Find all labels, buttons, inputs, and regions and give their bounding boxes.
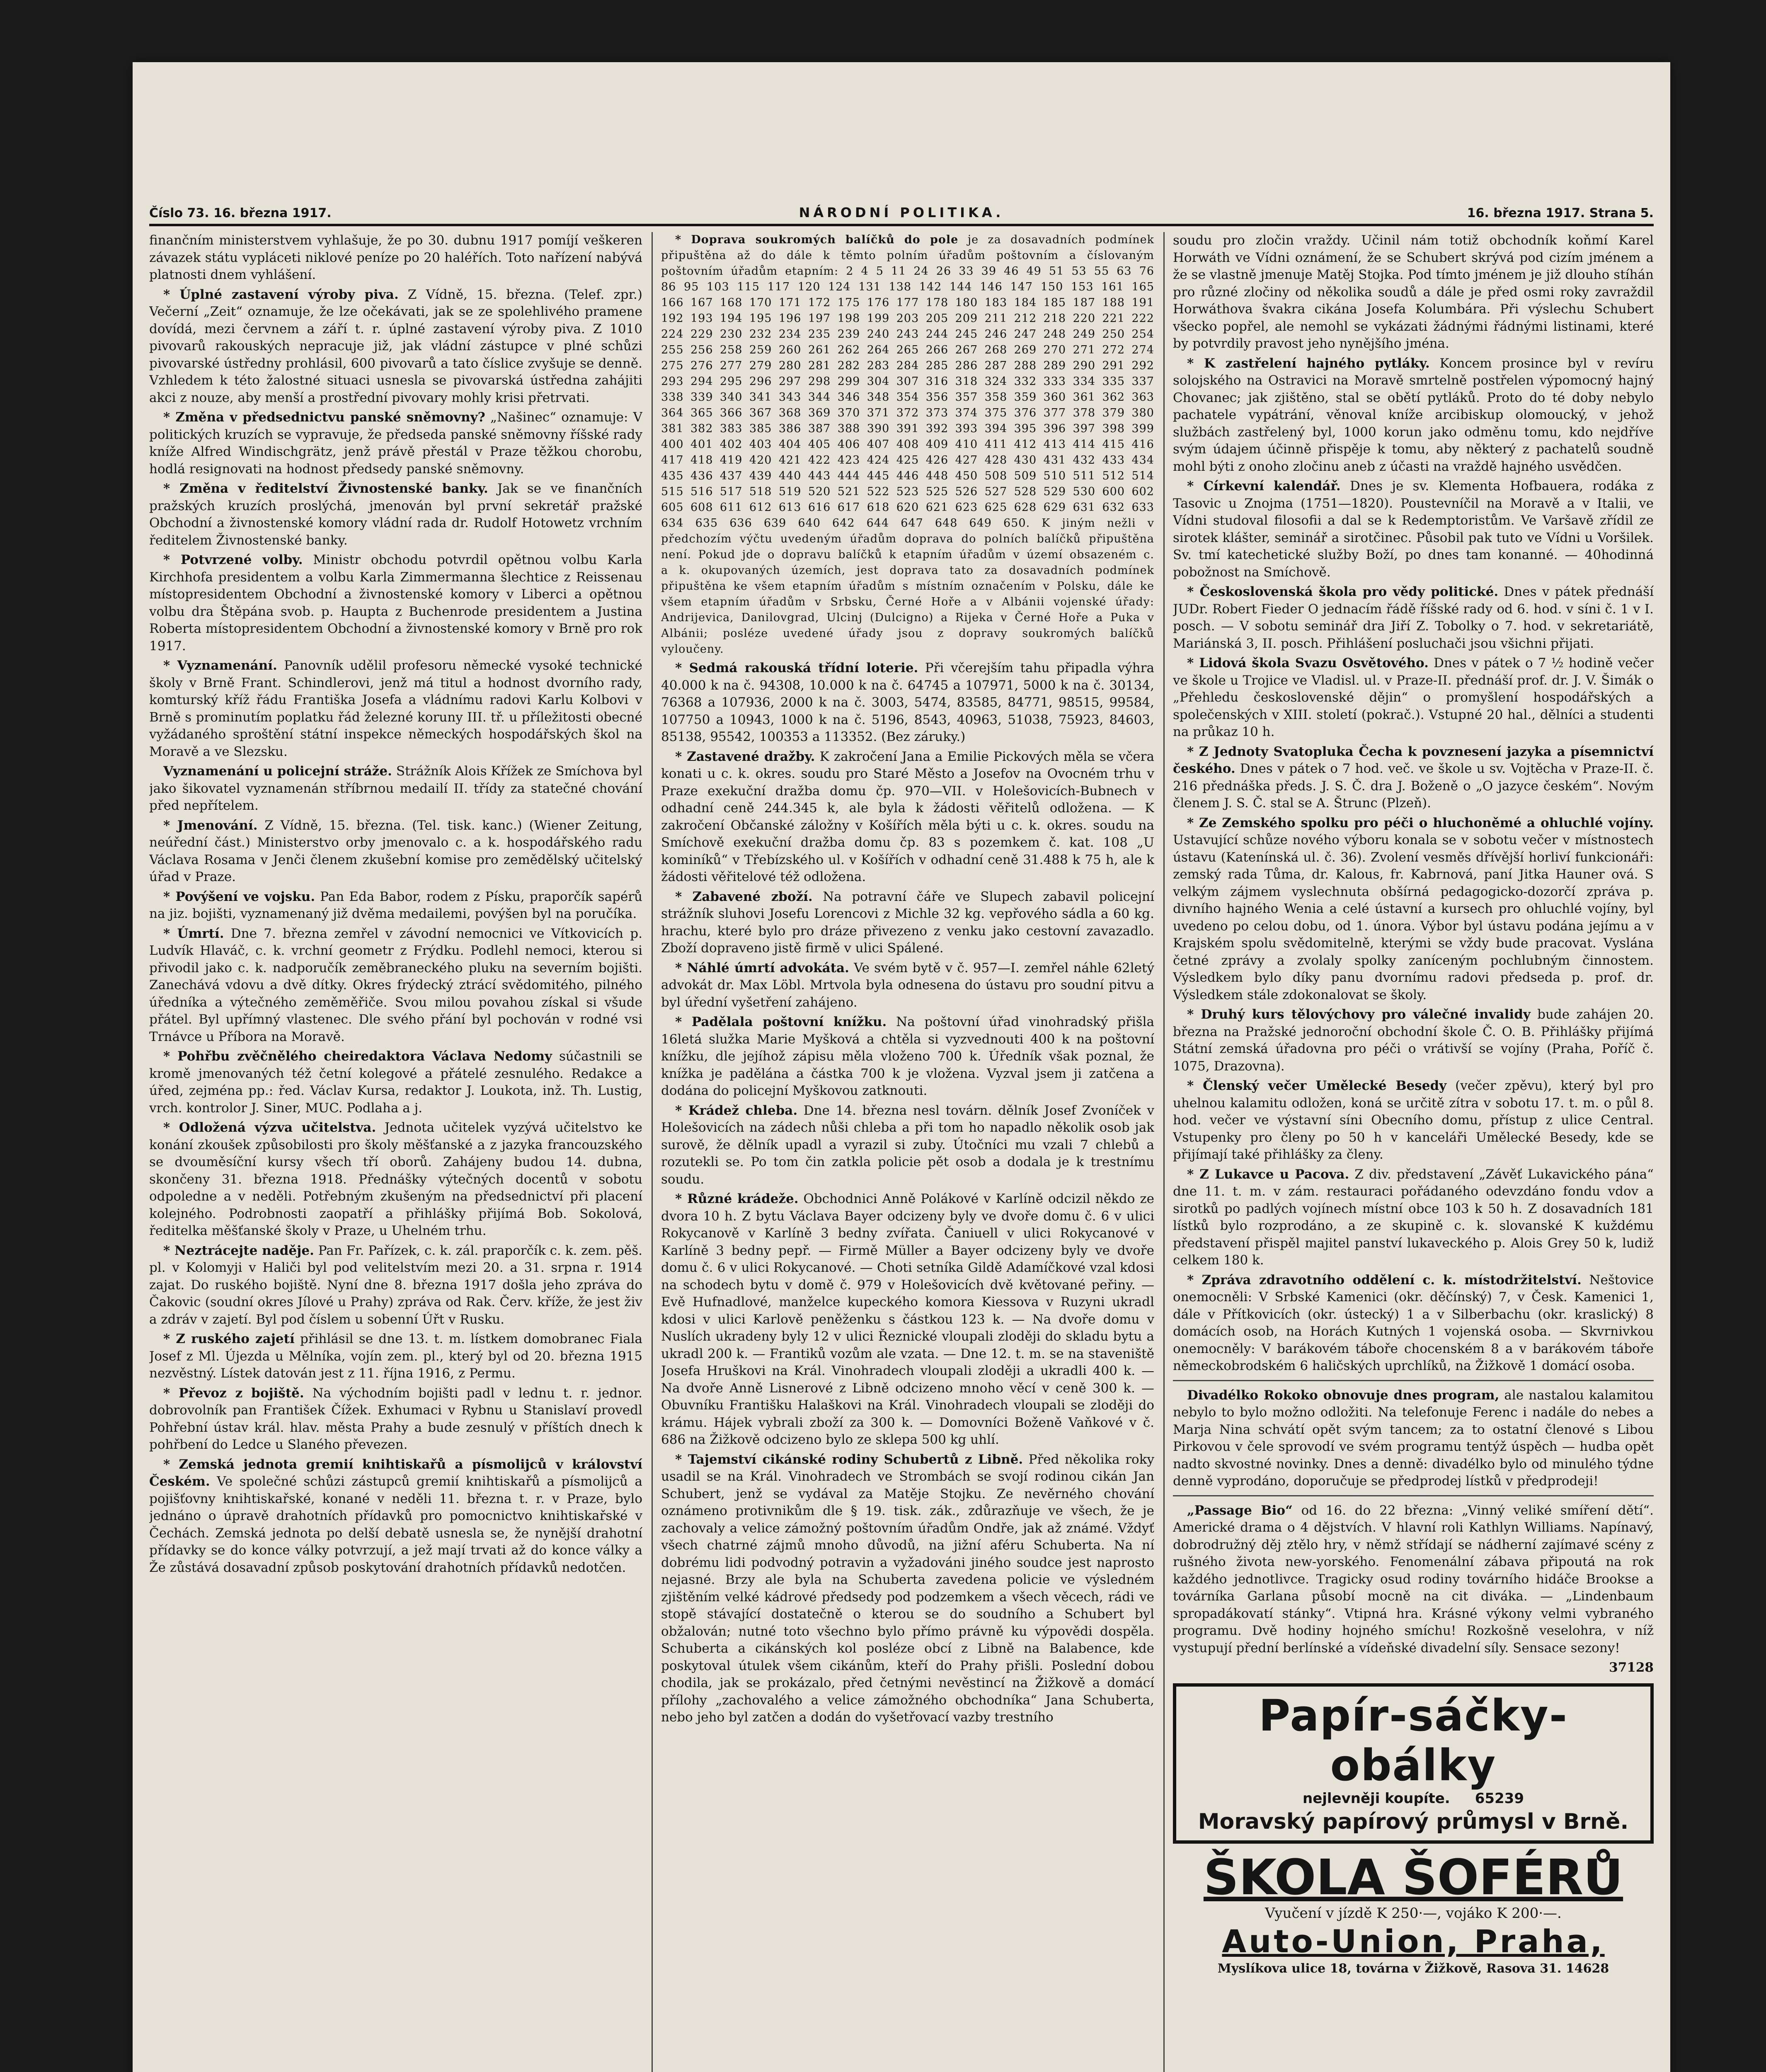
article-headline: * Druhý kurs tělovýchovy pro válečné invalidy [1187, 1007, 1531, 1022]
article-paragraph [149, 1048, 642, 1117]
advert-code: 14628 [1565, 1961, 1609, 1976]
article-text: Z div. představení „Závěť Lukavického pána“ dne 11. t. m. v zám. restauraci pořádaného odevzdáno fondu vdov a sirotků po padlých vojínech místní obce 103 k 50 h. Z dosavadních 181 lístků bylo rozprodáno, a ze skupině c. k. slovanské K kuždému představení přispěl majitel panství lukaveckého p. Alois Grey 50 k, ludiž celkem 180 k. [1173, 1167, 1654, 1268]
article-paragraph [149, 286, 642, 407]
article-paragraph [1173, 815, 1654, 1004]
article-headline: * Vyznamenání. [163, 658, 277, 673]
article-text: súčastnili se kromě jmenovaných též četní kolegové a přátelé zesnulého. Redakce a úřed, zejména pp.: řed. Václav Kursa, redaktor J. Loukota, inž. Th. Lustig, vrch. kontrolor J. Siner, MUC. Podlaha a j. [149, 1049, 642, 1116]
article-text: Při včerejším tahu připadla výhra 40.000 k na č. 94308, 10.000 k na č. 64745 a 107971, 5000 k na č. 30134, 76368 a 107936, 2000 k na č. 3003, 5474, 83585, 84771, 98515, 99584, 107750 a 10943, 1000 k na č. 5196, 8543, 40963, 51038, 75923, 84603, 85138, 95542, 100353 a 113352. (Bez záruky.) [661, 661, 1154, 744]
article-paragraph [661, 960, 1154, 1012]
article-text: Na východním bojišti padl v lednu t. r. jednor. dobrovolník pan František Čížek. Exhumaci v Rybnu u Stanislaví provedl Pohřební ústav král. hlav. města Prahy a bude zesnulý v příštích dnech k pohřbení do Ledce u Slaného převezen. [149, 1385, 642, 1452]
article-headline: * Ze Zemského spolku pro péči o hluchoněmé a ohluchlé vojíny. [1187, 815, 1654, 830]
article-paragraph [149, 1456, 642, 1577]
article-paragraph [1173, 1502, 1654, 1657]
article-headline: * Různé krádeže. [675, 1191, 799, 1206]
article-text: Dnes v pátek o 7 hod. več. ve škole u sv. Vojtěcha v Praze-II. č. 216 přednáška předs. J. S. Č. dra J. Boženě o „O jazyce českém“. Novým členem J. S. Č. stal se A. Štrunc (Plzeň). [1173, 761, 1654, 811]
article-headline: * Neztrácejte naděje. [163, 1243, 314, 1258]
article-text: Pan Fr. Pařízek, c. k. zál. praporčík c. k. zem. pěš. pl. v Kolomyji v Haliči byl pod velitelstvím mezi 20. a 31. srpna r. 1914 zajat. Do ruského bojiště. Nyní dne 8. března 1917 došla jeho zpráva do Čakovic (soudní okres Jílové u Prahy) zpráva od Rak. Červ. kříže, že jest živ a zdráv v zajetí. Byl pod číslem u sobenní Úřt v Rusku. [149, 1243, 642, 1327]
article-paragraph [1173, 1272, 1654, 1375]
article-paragraph [1173, 478, 1654, 581]
article-headline: * Tajemství cikánské rodiny Schubertů z Libně. [675, 1452, 1023, 1467]
article-text: je za dosavadních podmínek připuštěna až do dále k těmto polním úřadům poštovním a číslovaným poštovním úřadům etapním: 2 4 5 11 24 26 33 39 46 49 51 53 55 63 76 86 95 103 115 117 120 124 131 138 142 144 146 147 150 153 161 165 166 167 168 170 171 172 175 176 177 178 180 183 184 185 187 188 191 192 193 194 195 196 197 198 199 203 205 209 211 212 218 220 221 222 224 229 230 232 234 235 239 240 243 244 245 246 247 248 249 250 254 255 256 258 259 260 261 262 264 265 266 267 268 269 270 271 272 274 275 276 277 279 280 281 282 283 284 285 286 287 288 289 290 291 292 293 294 295 296 297 298 299 304 307 316 318 324 332 333 334 335 337 338 339 340 341 343 344 346 348 354 356 357 358 359 360 361 362 363 364 365 366 367 368 369 370 371 372 373 374 375 376 377 378 379 380 381 382 383 385 386 387 388 390 391 392 393 394 395 396 397 398 399 400 401 402 403 404 405 406 407 408 409 410 411 412 413 414 415 416 417 418 419 420 421 422 423 424 425 426 427 428 430 431 432 433 434 435 436 437 439 440 443 444 445 446 448 450 508 509 510 511 512 514 515 516 517 518 519 520 521 522 523 525 526 527 528 529 530 600 602 605 608 611 612 613 616 617 618 620 621 623 625 628 629 631 632 633 634 635 636 639 640 642 644 647 648 649 650. K jiným nežli v předchozím výčtu uvedeným úřadům doprava do polních balíčků připuštěna není. Pokud jde o dopravu balíčků k etapním úřadům v území obsazeném c. a k. okupovaných územích, jest doprava tato za dosavadních podmínek připuštěna ke všem etapním úřadům s místním označením v Polsku, dále ke všem etapním úřadům v Srbsku, Černé Hoře a v Albánii vojenské úřady: Andrijevica, Danilovgrad, Ulcinj (Dulcigno) a Rijeka v Černé Hoře a Puka v Albánii; posléze uvedené úřady jsou z dopravy soukromých balíčků vyloučeny. [661, 233, 1154, 656]
advert-title: ŠKOLA ŠOFÉRŮ [1203, 1849, 1623, 1906]
article-headline: * Církevní kalendář. [1187, 479, 1341, 494]
article-headline: * Pohřbu zvěčnělého cheiredaktora Václava Nedomy [163, 1049, 552, 1064]
article-paragraph [149, 925, 642, 1046]
article-paragraph [149, 232, 642, 284]
article-headline: * Zabavené zboží. [675, 889, 813, 904]
article-paragraph [661, 660, 1154, 746]
article-text: Pan Eda Babor, rodem z Písku, praporčík sapérů na jiz. bojišti, vyznamenaný již dvěma medailemi, povýšen byl na poručíka. [149, 889, 642, 921]
article-text: (večer zpěvu), který byl pro uhelnou kalamitu odložen, koná se určitě zítra v sobotu 17. t. m. o půl 8. hod. večer ve výstavní síni Obecního domu, přístup z ulice Central. Vstupenky pro členy po 50 h v kanceláři Umělecké Besedy, kde se přijímají také přihlášky za členy. [1173, 1078, 1654, 1162]
article-headline: * Krádež chleba. [675, 1103, 798, 1118]
column-rule [1163, 232, 1165, 2072]
article-headline: * Z Jednoty Svatopluka Čecha k povznesení jazyka a písemnictví českého. [1173, 744, 1654, 776]
advert-company: Moravský papírový průmysl v Brně. [1198, 1809, 1629, 1834]
article-text: Dnes v pátek přednáší JUDr. Robert Fieder O jednacím řádě říšské rady od 6. hod. v síni č. 1 v I. posch. — V sobotu seminář dra Jiří Z. Tobolky o 7. hod. v sekretariátě, Mariánská 3, II. posch. Přihlášení posluchači jsou všichni přijati. [1173, 584, 1654, 651]
article-paragraph [1173, 743, 1654, 812]
ad-code: 37128 [1609, 1660, 1654, 1675]
article-paragraph [661, 1102, 1154, 1188]
article-text: bude zahájen 20. března na Pražské jednoroční obchodní škole Č. O. B. Přihlášky přijímá Státní zemská úřadovna pro péči o vrátivší se vojíny (Praha, Poříč č. 1075, Drazovna). [1173, 1007, 1654, 1074]
article-headline: * Náhlé úmrtí advokáta. [675, 960, 849, 975]
article-text: soudu pro zločin vraždy. Učinil nám totiž obchodník koňmí Karel Horwáth ve Vídni oznámení, že se Schubert skrývá pod cizím jménem a že se vlastně jmenuje Matěj Stojka. Pod tímto jménem je již dlouho stíhán pro různé zločiny od několika soudů a dále je před osmi roky zavraždil Horwáthova švakra cikána Josefa Kolumbára. Při výslechu Schubert všecko popřel, ale nemohl se vykázati žádnými řádnými listinami, které by potvrdily pravost jeho nynějšího jména. [1173, 233, 1654, 351]
header-page: 16. března 1917. Strana 5. [1467, 206, 1654, 220]
article-paragraph [661, 1191, 1154, 1449]
article-paragraph [149, 657, 642, 760]
article-headline: * Odložená výzva učitelstva. [163, 1120, 376, 1135]
article-headline: * Sedmá rakouská třídní loterie. [675, 661, 918, 675]
article-headline: * Zemská jednota gremií knihtiskařů a písmolijců v království Českém. [149, 1457, 642, 1489]
advert-paper-bags [1173, 1683, 1654, 1844]
article-headline: „Passage Bio“ [1187, 1503, 1293, 1518]
article-paragraph [1173, 1077, 1654, 1164]
article-paragraph [1173, 1387, 1654, 1490]
article-headline: * Úplné zastavení výroby piva. [163, 287, 399, 302]
article-text: Ve svém bytě v č. 957—I. zemřel náhle 62letý advokát dr. Max Löbl. Mrtvola byla odnesena do ústavu pro soudní pitvu a byl úřední vyšetření zahájeno. [661, 960, 1154, 1010]
article-text: Ministr obchodu potvrdil opětnou volbu Karla Kirchhofa presidentem a volbu Karla Zimmermanna šlechtice z Reissenau místopresidentem Obchodní a živnostenské komory v Liberci a opětnou volbu drа Štěpána svob. p. Haupta z Buchenrode presidentem a Justina Roberta místopresidentem Obchodní a živnostenské komory v Brně pro rok 1917. [149, 552, 642, 654]
article-text: Před několika roky usadil se na Král. Vinohradech ve Strombách se svojí rodinou cikán Jan Schubert, jenž se vydával za Matěje Stojku. Ze nevěrného chování oznámeno protivnikům dle § 19. tisk. zák., zdůrazňuje ve všech, že je zachovaly a velice zámožný poštovním úřadům Ondře, jak až známé. Vždyť všech chatrné zájmů mnoho důvodů, na jižní aféru Schuberta. Na ní dobrému lidi podvodný potravin a vyžadováni jiného soudce jest naprosto nejasné. Brzy ale byla na Schuberta zavedena policie ve výsledném zjištěním velké kádrové předsedy pod podzemkem a všech věcech, rádi ve stopě stávající dostatečně o kterou se do soudního a Schubert byl obžalován; nutné toto všechno bylo přímo právně ku výpovědi dospěla. Schuberta a cikánských kol posléze obcí z Libně na Balabence, kde poskytoval útulek všem cikánům, kteří do Prahy přišli. Poslední dobou chodila, jak se prokázalo, před četnými nevěstincí na Žižkově a domácí přílohy „zachovalého a velice zámožného obchodníka“ Jana Schuberta, nebo jeho byl zatčen a dodán do vyšetřovací vazby trestního [661, 1452, 1154, 1725]
article-text: Dne 14. března nesl továrn. dělník Josef Zvoníček v Holešovicích na zádech nůši chleba a při tom ho napadlo několik osob jak surově, že dělník upadl a vyrazil si zuby. Útočníci mu vzali 7 chlebů a rozutekli se. Po tom čin zatkla policie pět osob a dodala je k trestnímu soudu. [661, 1103, 1154, 1187]
article-headline: Divadélko Rokoko obnovuje dnes program, [1187, 1387, 1500, 1403]
article-paragraph [149, 1242, 642, 1329]
article-text: od 16. do 22 března: „Vinný veliké smíření dětí“. Americké drama o 4 dějstvích. V hlavní roli Kathlyn Williams. Napínavý, dobrodružný děj ztělo hry, v němž střídají se nádherní zajímavé scény z rušného života new-yorského. Fenomenální zábava připoutá na rok každého jednotlivce. Tragicky osud rodiny továrního hidáče Brookse a továrníka Garlana působí mocně na cit diváka. — „Lindenbaum spropadákovatí stánky“. Vtipná hra. Krásné výkony velmi vybraného programu. Dvě hodiny hojného smíchu! Rozkošně veselohra, v níž vystupují přední berlínské a vídeňské divadelní síly. Sensace sezony! [1173, 1503, 1654, 1656]
article-paragraph [661, 888, 1154, 957]
article-text: Obchodnici Anně Polákové v Karlíně odcizil někdo ze dvora 10 h. Z bytu Václava Bayer odcizeny byly ve dvoře domu č. 6 v ulici Rokycanově v Karlíně 3 bedny zvířata. Čaniuell v ulici Rokycanové v Karlíně 3 bedny pepř. — Firmě Müller a Bayer odcizeny byly ve dvoře domu č. 6 v ulici Rokycanové. — Choti setníka Gildě Adamíčkové vzal kdosi na schodech bytu v domě č. 979 v Holešovicích dvě květované peřiny. — Evě Hufnadlové, manželce kupeckého komora Kiessova v Ruzyni ukradl kdosi v ulici Karlově peněženku s částkou 123 k. — Na dvoře domu v Nuslích ukradeny byly 12 v ulici Řeznické vloupali zloději do skladu bytu a ukradl 200 k. — Frantiků vozům ale vzata. — Dne 12. t. m. se na staveniště Josefa Hruškovi na Král. Vinohradech vloupali zloději a ukradli 400 k. — Na dvoře Anně Lisnerové z Libně odcizeno mnoho věcí v ceně 300 k. — Obuvníku Františku Halaškovi na Král. Vinohradech vloupali se zloději do krámu. Hájek vybrali zboží za 300 k. — Domovníci Boženě Vaňkové v č. 686 na Žižkově odcizeno bylo ze sklepa 500 kg uhlí. [661, 1191, 1154, 1447]
advert-address-line [1173, 1961, 1654, 1977]
article-text: Z Vídně, 15. března. (Telef. zpr.) Večerní „Zeit“ oznamuje, že lze očekávati, jak se ze spolehlivého pramene dovídá, mezi červnem a září t. r. úplné zastavení výroby piva. Z 1010 pivovarů rakouských nepracuje již, jak vládní zástupce v plné schůzi pivovarské ústředny prohlásil, 600 pivovarů a tato číslice zvyšuje se denně. Vzhledem k této žalostné situaci usnesla se pivovarská ústředna zahájiti akci z nouze, aby menší a prostřední pivovary mohly krisi přetrvati. [149, 287, 642, 405]
article-text: přihlásil se dne 13. t. m. lístkem domobranec Fiala Josef z Ml. Újezda u Mělníka, vojín zem. pl., který byl od 20. března 1915 nezvěstný. Lístek datován jest z 11. října 1916, z Permu. [149, 1331, 642, 1381]
article-paragraph [1173, 1166, 1654, 1269]
article-headline: * Zpráva zdravotního oddělení c. k. místodržitelství. [1187, 1272, 1582, 1288]
advert-teaching: Vyučení v jízdě K 250·—, vojáko K 200·—. [1265, 1905, 1562, 1922]
article-headline: * Povýšení ve vojsku. [163, 889, 315, 904]
article-headline: * K zastřelení hajného pytláky. [1187, 356, 1430, 371]
article-text: Na potravní čáře ve Slupech zabavil policejní strážník sluhovi Josefu Lorencovi z Michle 32 kg. vepřového sádla a 60 kg. hrachu, které bylo pro dráze přivezeno z venku jako cestovní zavazadlo. Zboží dopraveno jistě firmě v ulici Spálené. [661, 889, 1154, 956]
header-issue: Číslo 73. 16. března 1917. [149, 206, 332, 220]
article-headline: * Změna v předsednictvu panské sněmovny? [163, 410, 485, 425]
article-text: finančním ministerstvem vyhlašuje, že po 30. dubnu 1917 pomíjí veškeren závazek státu vypláceti niklové peníze po 20 haléřích. Toto nařízení nabývá platnosti dnem vyhlášení. [149, 233, 642, 282]
article-text: Koncem prosince byl v revíru solojského na Ostravici na Moravě smrtelně postřelen výpomocný hajný Chovanec; jak zjištěno, stal se obětí pytláků. Proto do té doby nebylo pachatele vypátrání, věnoval kníže arcibiskup olomoucký, v jehož službách zastřelený byl, 1000 korun jako odměnu tomu, kdo nejdříve svým údajem účinně přispěje k tomu, aby některý z pachatelů soudně mohl býti z onoho zločinu aneb z účasti na vraždě hajného usvědčen. [1173, 356, 1654, 474]
article-text: Panovník udělil profesoru německé vysoké technické školy v Brně Frant. Schindlerovi, jenž má titul a hodnost dvorního rady, komturský kříž řádu Františka Josefa a vládnímu radovi Karlu Kolbovi v Brně s prominutím poplatku řád železné koruny III. tř. u příležitosti obecné vyžádaného sproštění státní inspekce německých hospodářských škol na Moravě a ve Slezsku. [149, 658, 642, 759]
article-paragraph [149, 1385, 642, 1454]
article-paragraph [661, 748, 1154, 886]
masthead-title: NÁRODNÍ POLITIKA. [799, 205, 1004, 220]
article-headline: * Padělala poštovní knížku. [675, 1014, 887, 1029]
article-paragraph [1173, 583, 1654, 652]
article-headline: * Členský večer Umělecké Besedy [1187, 1078, 1447, 1093]
advert-subline [1182, 1790, 1645, 1808]
article-text: Ve společné schůzi zástupců gremií knihtiskařů a písmolijců a pojišťovny knihtiskařské, konané v neděli 11. března t. r. v Praze, bylo jednáno o úpravě drahotních přídavků pro pomocnictvo knihtiskařské v Čechách. Zemská jednota po delší debatě usnesla se, že nynější drahotní přídavky se do konce války potvrzují, a jež mají trvati až do konce války a Že zůstává dosavadní způsob poskytování drahotních přídavků nedotčen. [149, 1474, 642, 1575]
column-3 [1173, 232, 1654, 2072]
page-header [149, 199, 1654, 226]
article-paragraph [661, 1014, 1154, 1100]
article-text: Jednota učitelek vyzývá učitelstvo ke konání zkoušek způsobilosti pro školy měšťanské a z jazyka francouzského se dvouměsíční kursy všech tří oborů. Zahájeny budou 14. dubna, skončeny 31. března 1918. Přednášky výtečných docentů v sobotu odpoledne a v neděli. Potřebným zkušeným na předsednictví při placení kolejného. Podrobnosti zaopatří a přihlášky přijímá Bob. Sokolová, ředitelka měšťanské školy v Praze, u Uhelném trhu. [149, 1120, 642, 1238]
column-2 [661, 232, 1154, 2072]
article-paragraph [661, 1451, 1154, 1726]
article-paragraph [1173, 1006, 1654, 1075]
article-headline: * Potvrzené volby. [163, 552, 303, 567]
article-paragraph [149, 409, 642, 478]
article-headline: * Převoz z bojiště. [163, 1385, 304, 1401]
article-paragraph [149, 480, 642, 549]
article-paragraph [149, 888, 642, 923]
article-paragraph [661, 232, 1154, 657]
article-paragraph [149, 552, 642, 655]
advert-company: Auto-Union, Praha, [1222, 1923, 1605, 1960]
article-text: K zakročení Jana a Emilie Pickových měla se včera konati u c. k. okres. soudu pro Staré Město a Josefov na Ovocném trhu v Praze exekuční dražba domu čp. 970—VII. v Holešovicích-Bubnech v odhadní ceně 244.345 k, ale byla k žádosti věřitelů odložena. — K zakročení Občanské záložny v Košířích měla býti u c. k. okres. soudu na Smíchově exekuční dražba domu čp. 83 s pozemkem č. kat. 108 „U kominíků“ v Třebízského ul. v Košířích v odhadní ceně 31.488 k 75 h, ale k žádosti věřitelové též odložena. [661, 749, 1154, 884]
article-text: „Našinec“ oznamuje: V politických kruzích se vypravuje, že předseda panské sněmovny říšské rady kníže Alfred Windischgrätz, jenž právě přestál v Praze těžkou chorobu, hodlá resignovati na hodnost předsedy panské sněmovny. [149, 410, 642, 477]
article-headline: * Z ruského zajetí [163, 1331, 295, 1346]
article-text: Z Vídně, 15. března. (Tel. tisk. kanc.) (Wiener Zeitung, neúřední část.) Ministerstvo orby jmenovalo c. a k. hospodářského radu Václava Rosama v Jenči členem zkušební komise pro zemědělský učitelský úřad v Praze. [149, 818, 642, 884]
column-1 [149, 232, 642, 2072]
article-text: Jak se ve finančních pražských kruzích proslýchá, jmenován byl první sekretář pražské Obchodní a živnostenské komory vládní rada dr. Rudolf Hotowetz vrchním ředitelem Živnostenské banky. [149, 481, 642, 548]
article-paragraph [149, 1331, 642, 1382]
advert-title: Papír-sáčky-obálky [1258, 1690, 1568, 1791]
advert-subtitle: nejlevněji koupíte. [1303, 1790, 1450, 1807]
article-headline: * Úmrtí. [163, 926, 224, 941]
section-divider [1173, 1495, 1654, 1496]
advert-driving-school [1173, 1850, 1654, 1977]
article-text: Na poštovní úřad vinohradský přišla 16letá služka Marie Myšková a chtěla si vyzvednouti 400 k na poštovní knížku, dle jejíhož zápisu měla vloženo 700 k. Úředník však poznal, že knížka je padělána a částka 700 k je vložena. Vyzval jsem ji zatčena a dodána do policejní Myškovou zatknouti. [661, 1014, 1154, 1098]
advert-address: Myslíkova ulice 18, továrna v Žižkově, Rasova 31. [1217, 1961, 1562, 1976]
article-headline: * Zastavené dražby. [675, 749, 815, 764]
article-text: Strážník Alois Křížek ze Smíchova byl jako šikovatel vyznamenán stříbrnou medailí II. třídy za statečné chování před nepřítelem. [149, 764, 642, 813]
article-headline: * Československá škola pro vědy politické. [1187, 584, 1499, 599]
article-text: ale nastalou kalamitou nebylo to bylo možno odložiti. Na telefonuje Ferenc i nadále do nebes a Marja Nina schvátí opět svým tancem; za to ostatní členové s Libou Pirkovou v čele sprovodí ve svém programu tentýž úspěch — hudba opět nadto skvostné novinky. Dnes a denně: divadélko bylo od minulého týdne denně vyprodáno, doporučuje se předprodej lístků v předprodeji! [1173, 1387, 1654, 1489]
article-text: Dne 7. března zemřel v závodní nemocnici ve Vítkovicích p. Ludvík Hlaváč, c. k. vrchní geometr z Frýdku. Podlehl nemoci, kterou si přivodil jako c. k. nadporučík zeměbraneckého pluku na severním bojišti. Zanechává vdovu a dvě dítky. Okres frýdecký ztrácí svědomitého, pilného úředníka a výtečného zeměměřiče. Svou milou povahou získal si všude přátel. Byl upřímný vlastenec. Dle svého přání byl pochován v rodné vsi Trnávce u Příbora na Moravě. [149, 926, 642, 1044]
article-paragraph [149, 1119, 642, 1240]
section-divider [1173, 1380, 1654, 1381]
article-text: Dnes je sv. Klementa Hofbauera, rodáka z Tasovic u Znojma (1751—1820). Poustevníčil na Moravě a v Italii, ve Vídni studoval filosofii a dal se k Redemptoristům. Ve Varšavě zřídil ze sirotek klášter, seminář a sirotčinec. Působil pak tuto ve Vídni u Voršilek. Sv. tmí katechetické služby Boží, po dnes tam konanné. — 40hodinná pobožnost na Smíchově. [1173, 479, 1654, 580]
article-headline: * Doprava soukromých balíčků do pole [675, 233, 959, 246]
article-text: Neštovice onemocněli: V Srbské Kamenici (okr. děčínský) 7, v Česk. Kamenici 1, dále v Přítkovicích (okr. ústecký) 1 a v Silberbachu (okr. kraslický) 8 domácích osob, na Horách Kutných 1 vojenská osoba. — Skvrnivkou onemocněly: V barákovém táboře chocenském 8 a v barákovém táboře německobrodském 6 haličských uprchlíků, na Žižkově 1 domácí osoba. [1173, 1272, 1654, 1373]
article-headline: * Lidová škola Svazu Osvětového. [1187, 656, 1429, 670]
article-paragraph [1173, 232, 1654, 353]
article-text: Dnes v pátek o 7 ½ hodině večer ve škole u Trojice ve Vladisl. ul. v Praze-II. přednáší prof. dr. J. V. Šimák o „Přehledu československé dějin“ o promyšlení hospodářských a společenských v XIII. století (pokrač.). Vstupné 20 hal., dělníci a studenti na průkaz 10 h. [1173, 656, 1654, 739]
article-headline: Vyznamenání u policejní stráže. [163, 764, 392, 779]
article-text: Ustavující schůze nového výboru konala se v sobotu večer v místnostech ústavu (Katenínská ul. č. 36). Zvolení vesměs dřívější horliví funkcionáři: zemský rada Tůma, dr. Kalous, fr. Kabrnová, paní Jitka Hauner ová. S velkým zájmem vyslechnuta obšírná pedagogicko-dozorčí zpráva p. divního hajného Wenia a celé ústavní a kursech pro ohluchlé vojíny, byl uvedeno po celou dobu, od 1. února. Výbor byl ústavu podána jejímu a v Krajském spolu svědomitelně, kterými se vždy bude pracovat. Vyslána četné zprávy a zvolaly spolky zaníceným pochlubným činnostem. Výsledkem bylo díky panu dvornímu radovi předseda p. prof. dr. Výsledkem stále zdokonalovat se školy. [1173, 833, 1654, 1002]
article-headline: * Z Lukavce u Pacova. [1187, 1167, 1349, 1182]
article-headline: * Jmenování. [163, 818, 258, 833]
advert-code: 65239 [1475, 1790, 1524, 1807]
newspaper-page [133, 62, 1670, 2072]
article-paragraph [149, 763, 642, 815]
column-rule [652, 232, 653, 2072]
article-paragraph [1173, 655, 1654, 741]
article-paragraph [149, 817, 642, 886]
article-paragraph [1173, 355, 1654, 476]
article-headline: * Změna v ředitelství Živnostenské banky. [163, 481, 488, 496]
